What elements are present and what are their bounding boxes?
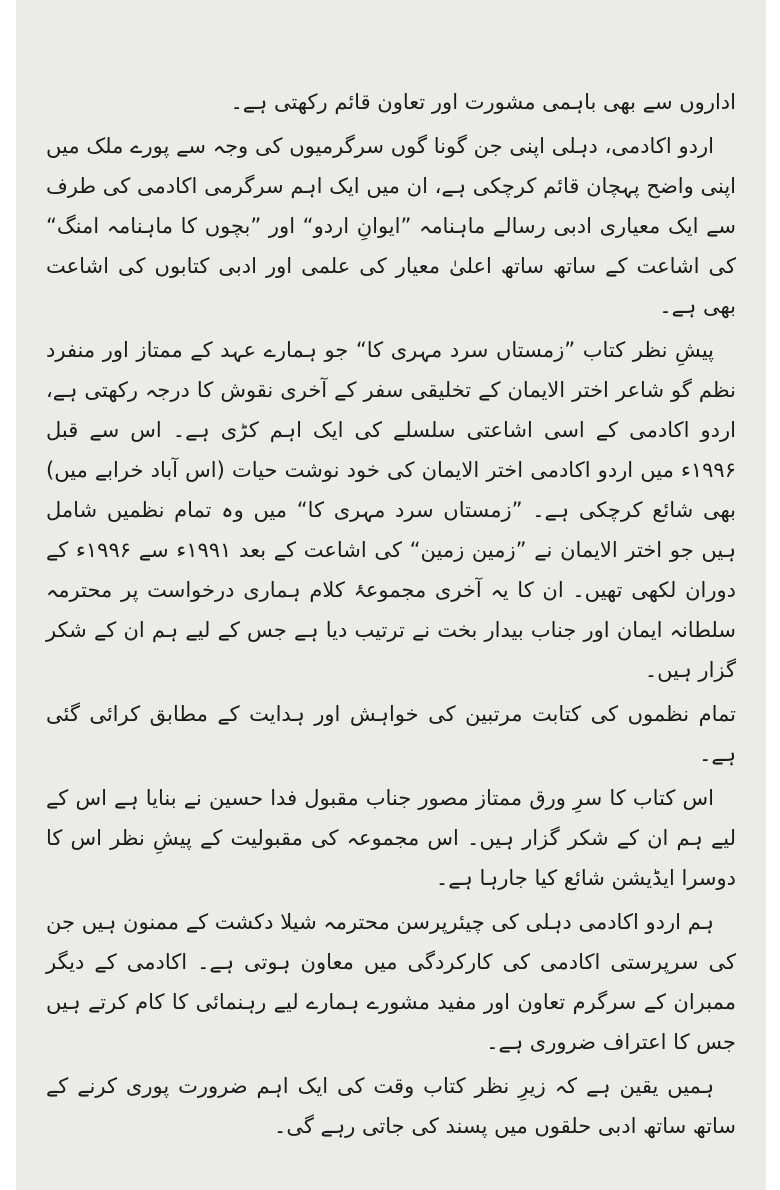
paragraph-closing	[46, 1066, 736, 1146]
text-line: ساتھ ادبی حلقوں میں پسند کی جاتی رہے گی۔	[274, 1114, 687, 1138]
text-line: اکادمی کی کارکردگی میں معاون ہوتی ہے۔ اکادمی کے دیگر ممبران کے سرگرم تعاون اور	[46, 950, 736, 1014]
text-line: ایمان اور جناب بیدار بخت نے ترتیب دیا ہے جس کے لیے ہم ان کے شکر گزار ہیں۔	[46, 618, 736, 682]
text-line: تمام نظموں کی کتابت مرتبین کی خواہش اور ہدایت کے مطابق کرائی گئی ہے۔	[46, 702, 736, 766]
text-line: ہمیں یقین ہے کہ زیرِ نظر کتاب وقت کی ایک اہم ضرورت پوری کرنے کے ساتھ	[46, 1074, 736, 1138]
text-line: ۱۹۹۶ء کے دوران لکھی تھیں۔ ان کا یہ آخری مجموعۂ کلام ہماری درخواست پر محترمہ سلطانہ	[46, 538, 736, 642]
paragraph-urdu-academy	[46, 126, 736, 326]
text-line: پیشِ نظر کتاب ”زمستاں سرد مہری کا“ جو ہمارے عہد کے ممتاز اور منفرد نظم گو شاعر	[46, 338, 736, 402]
text-line: مفید مشورے ہمارے لیے رہنمائی کا کام کرتے ہیں جس کا اعتراف ضروری ہے۔	[46, 990, 736, 1054]
text-line: ان کے شکر گزار ہیں۔ اس مجموعہ کی مقبولیت کے پیشِ نظر اس کا دوسرا ایڈیشن شائع کیا	[46, 826, 736, 890]
text-line: ہم اردو اکادمی دہلی کی چیئرپرسن محترمہ شیلا دکشت کے ممنون ہیں جن کی سرپرستی	[46, 910, 736, 974]
paragraph-acknowledgement	[46, 902, 736, 1062]
text-line: اداروں سے بھی باہمی مشورت اور تعاون قائم رکھتی ہے۔	[230, 90, 736, 114]
text-line: نوشت حیات (اس آباد خرابے میں) بھی شائع کرچکی ہے۔ ”زمستاں سرد مہری کا“ میں وہ	[46, 458, 736, 522]
text-line: رسالے ماہنامہ ”ایوانِ اردو“ اور ”بچوں کا ماہنامہ امنگ“ کی اشاعت کے ساتھ ساتھ اعلیٰ	[46, 214, 736, 278]
text-line: پہچان قائم کرچکی ہے، ان میں ایک اہم سرگرمی اکادمی کی طرف سے ایک معیاری ادبی	[46, 174, 736, 238]
paragraph-continuation	[46, 82, 736, 122]
scanned-book-page	[16, 0, 766, 1190]
paragraph-book-intro	[46, 330, 736, 690]
text-line: اردو اکادمی، دہلی اپنی جن گونا گوں سرگرمیوں کی وجہ سے پورے ملک میں اپنی واضح	[46, 134, 736, 198]
text-line: سلسلے کی ایک اہم کڑی ہے۔ اس سے قبل ۱۹۹۶ء میں اردو اکادمی اختر الایمان کی خود	[46, 418, 736, 482]
text-line: اختر الایمان کے تخلیقی سفر کے آخری نقوش کا درجہ رکھتی ہے، اردو اکادمی کے اسی اشاعتی	[46, 378, 736, 442]
text-line: جارہا ہے۔	[435, 866, 528, 890]
text-line: معیار کی علمی اور ادبی کتابوں کی اشاعت بھی ہے۔	[46, 254, 736, 318]
text-line: اس کتاب کا سرِ ورق ممتاز مصور جناب مقبول فدا حسین نے بنایا ہے اس کے لیے ہم	[46, 786, 736, 850]
paragraph-calligraphy	[46, 694, 736, 774]
text-line: تمام نظمیں شامل ہیں جو اختر الایمان نے ”زمین زمین“ کی اشاعت کے بعد ۱۹۹۱ء سے	[46, 498, 737, 562]
paragraph-cover	[46, 778, 736, 898]
